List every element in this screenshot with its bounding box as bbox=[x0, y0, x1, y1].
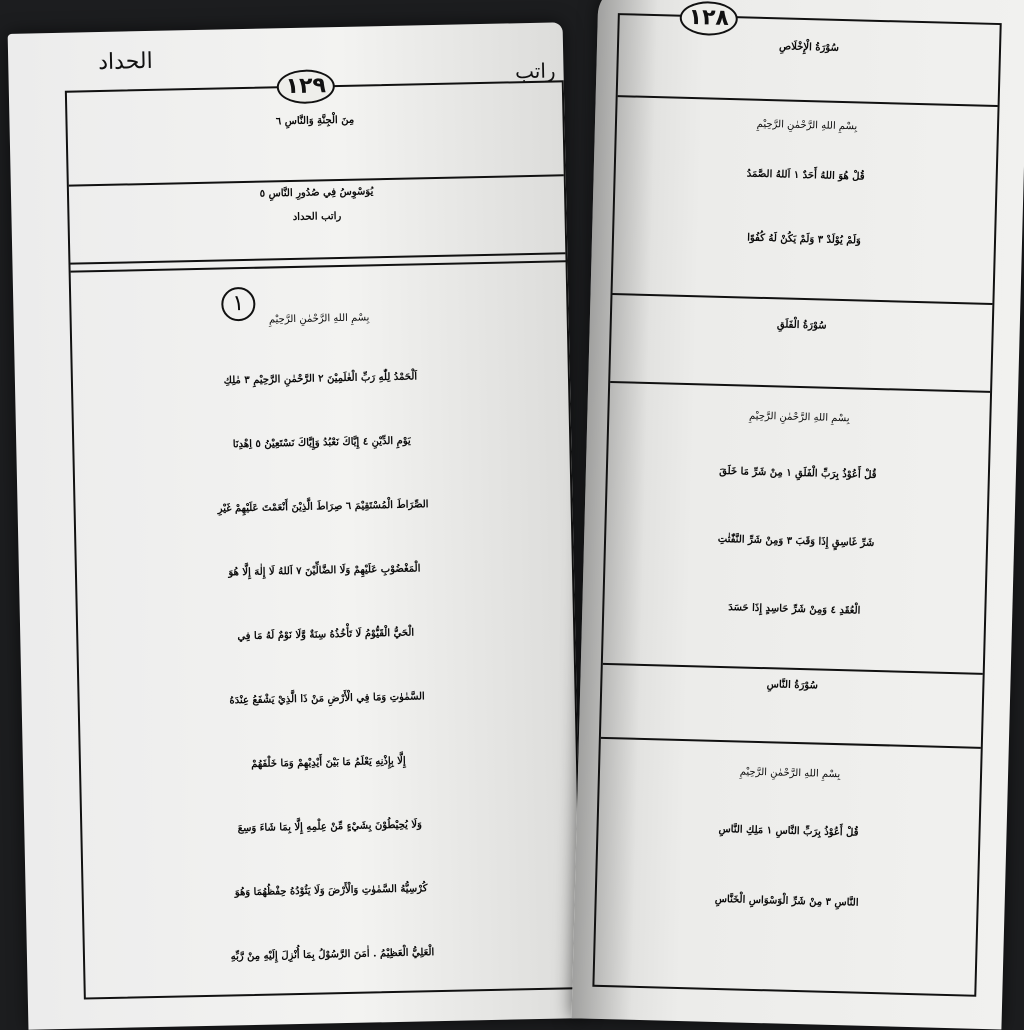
verse-line: النَّاسِ ٣ مِنْ شَرِّ الْوَسْوَاسِ الْخَنَّاسِ bbox=[714, 893, 859, 909]
basmala: بِسْمِ اللهِ الرَّحْمٰنِ الرَّحِيْمِ bbox=[268, 312, 370, 326]
verse-line: قُلْ أَعُوْذُ بِرَبِّ النَّاسِ ١ مَلِكِ النَّاسِ bbox=[718, 823, 859, 839]
verse-line: الْعَلِيُّ الْعَظِيْمُ . اٰمَنَ الرَّسُوْلُ بِمَا أُنْزِلَ إِلَيْهِ مِنْ رَّبِّهِ bbox=[230, 947, 435, 963]
left-page-frame bbox=[65, 58, 583, 999]
verse-line: اَلْحَمْدُ لِلّٰهِ رَبِّ الْعٰلَمِيْنَ ٢ الرَّحْمٰنِ الرَّحِيْمِ ٣ مٰلِكِ bbox=[223, 371, 418, 387]
divider bbox=[603, 663, 983, 675]
prev-surah-line-2: ﻳُﻮَﺳْﻮِﺱُ ﻓِﻲ ﺻُﺪُﻭﺭِ ﺍﻟﻨَّﺎﺱِ ٥ bbox=[259, 186, 374, 200]
corner-label: راتب bbox=[514, 58, 556, 84]
divider bbox=[612, 293, 992, 305]
verse-line: شَرِّ غَاسِقٍ إِذَا وَقَبَ ٣ وَمِنْ شَرِّ النَّفّٰثٰتِ bbox=[717, 533, 875, 549]
verse-line: السَّمٰوٰتِ وَمَا فِي الْأَرْضِ مَنْ ذَا الَّذِيْ يَشْفَعُ عِنْدَهُ bbox=[229, 691, 425, 707]
section-title: راتب الحداد bbox=[292, 210, 342, 223]
verse-line: وَلَمْ يُوْلَدْ ٣ وَلَمْ يَكُنْ لَهُ كُفُوًا bbox=[747, 232, 861, 247]
verse-line: قُلْ أَعُوْذُ بِرَبِّ الْفَلَقِ ١ مِنْ شَرِّ مَا خَلَقَ bbox=[719, 465, 877, 481]
verse-line: قُلْ هُوَ اللهُ أَحَدٌ ١ اَللهُ الصَّمَدُ bbox=[746, 168, 865, 183]
right-page bbox=[572, 0, 1024, 1029]
basmala-falaq: بِسْمِ اللهِ الرَّحْمٰنِ الرَّحِيْمِ bbox=[748, 410, 850, 425]
top-label: الحداد bbox=[97, 48, 153, 76]
page-number-right: ١٢٨ bbox=[679, 1, 738, 37]
surah-title-falaq: سُوْرَةُ الْفَلَقِ bbox=[776, 319, 827, 332]
verse-line: كُرْسِيُّهُ السَّمٰوٰتِ وَالْأَرْضَ وَلَا يَئُوْدُهُ حِفْظُهُمَا وَهُوَ bbox=[234, 883, 428, 899]
surah-title-ikhlas: سُوْرَةُ الْإِخْلَاصِ bbox=[778, 41, 840, 54]
basmala-nas: بِسْمِ اللهِ الرَّحْمٰنِ الرَّحِيْمِ bbox=[739, 766, 841, 781]
verse-line: يَوْمِ الدِّيْنِ ٤ إِيَّاكَ نَعْبُدُ وَإِيَّاكَ نَسْتَعِيْنُ ٥ اِهْدِنَا bbox=[232, 435, 411, 451]
right-page-frame bbox=[592, 4, 1001, 997]
verse-line: الْمَغْضُوْبِ عَلَيْهِمْ وَلَا الضَّالِّيْنَ ٧ اَللهُ لَا إِلٰهَ إِلَّا هُوَ bbox=[228, 563, 421, 579]
verse-line: الْحَيُّ الْقَيُّوْمُ لَا تَأْخُذُهُ سِنَةٌ وَّلَا نَوْمٌ لَهُ مَا فِي bbox=[237, 627, 415, 643]
verse-line: وَلَا يُحِيْطُوْنَ بِشَيْءٍ مِّنْ عِلْمِهِ إِلَّا بِمَا شَاءَ وَسِعَ bbox=[237, 819, 423, 835]
divider bbox=[618, 95, 998, 107]
page-number-left: ١٢٩ bbox=[276, 69, 335, 104]
left-page bbox=[8, 22, 584, 1029]
verse-line: إِلَّا بِإِذْنِهِ يَعْلَمُ مَا بَيْنَ أَيْدِيْهِمْ وَمَا خَلْفَهُمْ bbox=[251, 755, 406, 770]
prev-surah-line-1: ﻣِﻦَ ﺍﻟْﺠِﻨَّﺔِ ﻭَﺍﻟﻨَّﺎﺱِ ٦ bbox=[275, 114, 355, 128]
verse-line: الصِّرَاطَ الْمُسْتَقِيْمَ ٦ صِرَاطَ الَّذِيْنَ أَنْعَمْتَ عَلَيْهِمْ غَيْرِ bbox=[217, 499, 429, 515]
divider bbox=[610, 381, 990, 393]
basmala-ikhlas: بِسْمِ اللهِ الرَّحْمٰنِ الرَّحِيْمِ bbox=[756, 118, 858, 133]
verse-line: الْعُقَدِ ٤ وَمِنْ شَرِّ حَاسِدٍ إِذَا حَسَدَ bbox=[728, 602, 861, 617]
surah-title-nas: سُوْرَةُ النَّاسِ bbox=[766, 679, 819, 692]
divider bbox=[601, 737, 981, 749]
section-number: ١ bbox=[221, 287, 256, 322]
